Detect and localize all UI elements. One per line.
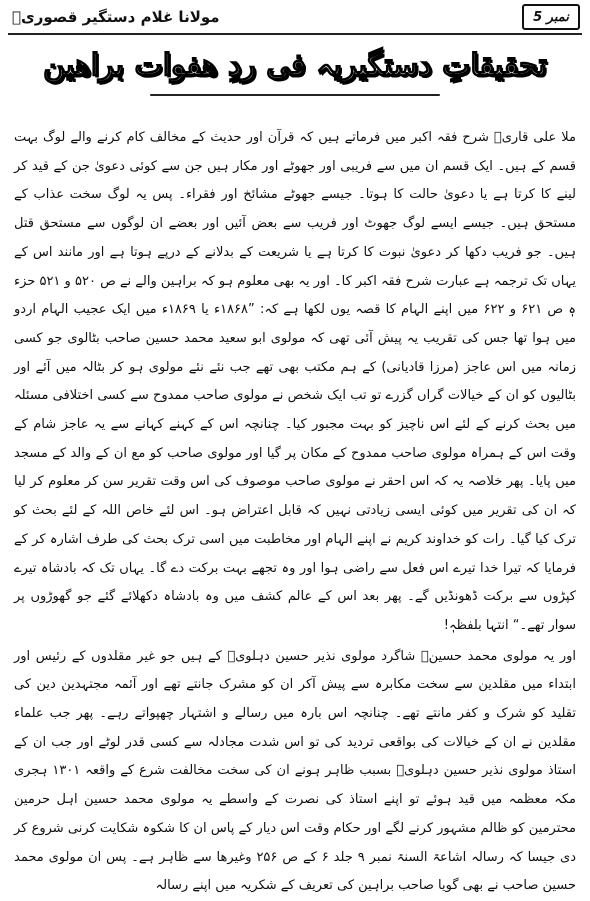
title-underline: [150, 94, 440, 96]
author-name: مولانا غلام دستگیر قصوریؒ: [12, 8, 220, 26]
paragraph-1: ملا علی قاریؒ شرح فقہ اکبر میں فرماتے ہیں کہ قرآن اور حدیث کے مخالف کام کرنے والے لوگ بہت قسم کے ہیں۔ ایک قسم ان میں سے فریبی اور جھوٹے اور مکار ہیں جن سے کوئی دعویٰ جن کے قید کر لینے کا کرتا ہے یا دعویٰ حالت کا ہوتا۔ جیسے جھوٹے مشائخ اور فقراء۔ پس یہ لوگ سخت عذاب کے مستحق ہیں۔ جیسے ایسے لوگ جھوٹ اور فریب سے بعض آئیں اور بعضے ان لوگوں سے مستحق قتل ہیں۔ جو فریب دکھا کر دعویٰ نبوت کا کرتا ہے یا شریعت کے بدلانے کے درپے ہوتا ہے اور مانند اس کے یہاں تک ترجمہ ہے عبارت شرح فقہ اکبر کا۔ اور یہ بھی معلوم ہو کہ براہین والے نے ص ۵۲۰ و ۵۲۱ حزء ہٖ ص ۶۲۱ و ۶۲۲ میں اپنے الہام کا قصہ یوں لکھا ہے کہ: ”۱۸۶۸ء یا ۱۸۶۹ء میں ایک عجیب الہام اردو میں ہوا تھا جس کی تقریب یہ پیش آئی تھی کہ مولوی ابو سعید محمد حسین صاحب بٹالوی جو کسی زمانہ میں اس عاجز (مرزا قادیانی) کے ہم مکتب بھی تھے جب نئے نئے مولوی ہو کر بٹالہ میں آئے اور بٹالیوں کو ان کے خیالات گراں گزرے تو تب ایک شخص نے مولوی صاحب ممدوح سے کسی اختلافی مسئلہ میں بحث کرنے کے لئے اس ناچیز کو بہت مجبور کیا۔ چنانچہ اس کے کہنے کہانے سے یہ عاجز شام کے وقت اس کے ہمراہ مولوی صاحب ممدوح کے مکان پر گیا اور مولوی صاحب کو مع ان کے والد کے مسجد میں پایا۔ پھر خلاصہ یہ کہ اس احقر نے مولوی صاحب موصوف کی اس وقت تقریر سن کر معلوم کر لیا کہ ان کی تقریر میں کوئی ایسی زیادتی نہیں کہ قابل اعتراض ہو۔ اس لئے خاص اللہ کے لئے بحث کو ترک کیا گیا۔ رات کو خداوند کریم نے اپنے الہام اور مخاطبت میں اسی ترک بحث کی طرف اشارہ کر کے فرمایا کہ تیرا خدا تیرے اس فعل سے راضی ہوا اور وہ تجھے بہت برکت دے گا۔ یہاں تک کہ بادشاہ تیرے کپڑوں سے برکت ڈھونڈیں گے۔ پھر بعد اس کے عالم کشف میں وہ بادشاہ دکھلائے گئے جو گھوڑوں پر سوار تھے۔“ انتہا بلفظہٖ!: [14, 130, 576, 633]
article-body: [14, 124, 576, 901]
paragraph-2: اور یہ مولوی محمد حسینؒ شاگرد مولوی نذیر حسین دہلویؒ کے ہیں جو غیر مقلدوں کے رئیس اور ابتداء میں مقلدین سے سخت مکابرہ سے پیش آکر ان کو مشرک جانتے تھے اور آئمہ مجتہدین دین کی تقلید کو شرک و کفر مانتے تھے۔ چنانچہ اس بارہ میں رسالے و اشتہار چھپواتے رہے۔ پھر جب علماء مقلدین نے ان کے خیالات کی بواقعی تردید کی تو اس شدت مجادلہ سے کسی قدر لوٹے اور جب ان کے استاذ مولوی نذیر حسین دہلویؒ بسبب ظاہر ہونے ان کی سخت مخالفت شرع کے واقعہ ۱۳۰۱ ہجری مکہ معظمہ میں قید ہوئے تو اپنے استاذ کی نصرت کے واسطے یہ مولوی محمد حسین اہل حرمین محترمین کو ظالم مشہور کرنے لگے اور حکام وقت اس دیار کے پاس ان کا شکوہ شکایت کرنی شروع کر دی جیسا کہ رسالہ اشاعۃ السنۃ نمبر ۹ جلد ۶ کے ص ۲۵۶ وغیرھا سے ظاہر ہے۔ پس ان مولوی محمد حسین صاحب نے بھی گویا صاحب براہین کی تعریف کے شکریہ میں اپنے رسالہ: [14, 648, 576, 894]
part-number-badge: نمبر 5: [522, 4, 580, 30]
header-divider: [8, 33, 582, 35]
page-title: تحقیقاتِ دستگیریہ فی ردِ ھفوات براھین: [43, 48, 547, 83]
